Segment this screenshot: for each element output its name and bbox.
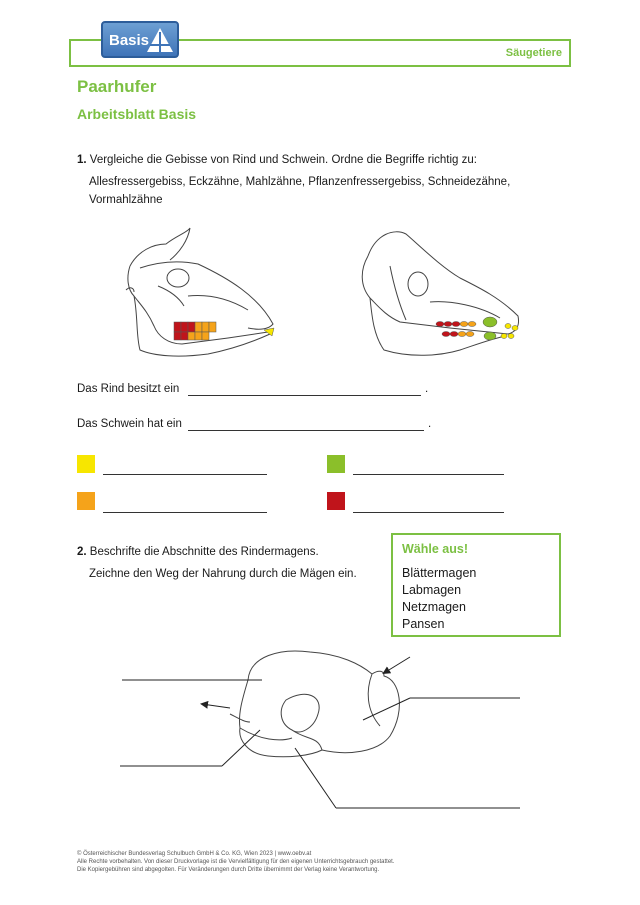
green-answer-line[interactable]: [353, 474, 504, 475]
cow-stomach-diagram[interactable]: [110, 640, 530, 820]
sentence-schwein-period: .: [428, 418, 432, 430]
footer-line: Die Kopiergebühren sind abgegolten. Für Veränderungen durch Dritte übernimmt der Verlag keine Verantwortung.: [77, 867, 380, 873]
yellow-color-swatch: [77, 455, 95, 473]
pig-skull-illustration: [350, 226, 525, 361]
word-choice-item: Blättermagen: [402, 566, 477, 580]
red-answer-line[interactable]: [353, 512, 504, 513]
cow-skull-illustration: [118, 226, 283, 361]
footer-line: Alle Rechte vorbehalten. Von dieser Druckvorlage ist die Vervielfältigung für den eigenen Unterrichtsgebrauch gestattet.: [77, 859, 395, 865]
task2-line2: Zeichne den Weg der Nahrung durch die Mägen ein.: [89, 568, 357, 580]
word-choice-item: Pansen: [402, 617, 445, 631]
page-title: Paarhufer: [77, 77, 157, 96]
yellow-answer-line[interactable]: [103, 474, 267, 475]
orange-color-swatch: [77, 492, 95, 510]
word-choice-item: Labmagen: [402, 583, 462, 597]
green-color-swatch: [327, 455, 345, 473]
task1-terms-line2: Vormahlzähne: [89, 194, 163, 206]
task2-line1: Beschrifte die Abschnitte des Rindermagens.: [89, 546, 319, 558]
copyright-footer: [77, 850, 395, 874]
word-choice-title: Wähle aus!: [402, 542, 468, 556]
triangle-icon: [145, 26, 175, 54]
sentence-rind-period: .: [425, 383, 429, 395]
word-choice-box: [391, 533, 561, 637]
task2-number: 2.: [77, 546, 87, 558]
sentence-rind-label: Das Rind besitzt ein: [77, 383, 180, 395]
orange-answer-line[interactable]: [103, 512, 267, 513]
task2-instruction: [77, 541, 319, 563]
task1-instruction: [77, 149, 477, 171]
basis-logo: [101, 21, 179, 58]
task1-terms-line1: Allesfressergebiss, Eckzähne, Mahlzähne, Pflanzenfressergebiss, Schneidezähne,: [89, 176, 511, 188]
task1-text: Vergleiche die Gebisse von Rind und Schwein. Ordne die Begriffe richtig zu:: [89, 154, 477, 166]
word-choice-item: Netzmagen: [402, 600, 466, 614]
rind-answer-line[interactable]: [188, 395, 421, 396]
logo-text: Basis: [109, 32, 150, 49]
sentence-schwein-label: Das Schwein hat ein: [77, 418, 182, 430]
footer-line: © Österreichischer Bundesverlag Schulbuch GmbH & Co. KG, Wien 2023 | www.oebv.at: [77, 851, 312, 857]
schwein-answer-line[interactable]: [188, 430, 424, 431]
task1-number: 1.: [77, 154, 87, 166]
page-subtitle: Arbeitsblatt Basis: [77, 106, 197, 122]
red-color-swatch: [327, 492, 345, 510]
section-label: Säugetiere: [505, 47, 562, 59]
